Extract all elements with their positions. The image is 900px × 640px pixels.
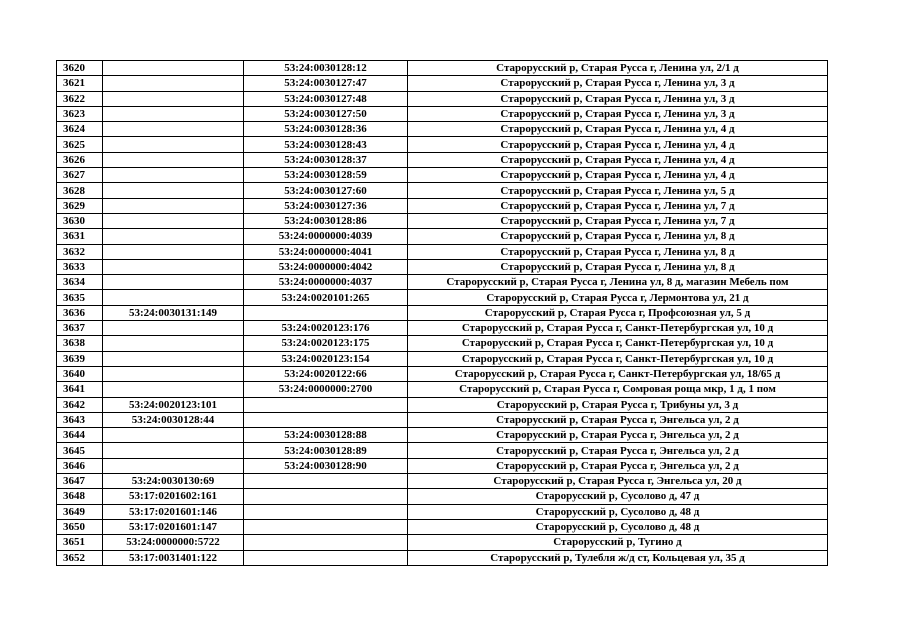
table-row [57,76,828,91]
table-row [57,198,828,213]
cadastral-number-cell-a [103,244,244,259]
cadastral-number-cell-b: 53:24:0000000:4041 [244,244,408,259]
cadastral-number-cell-a [103,290,244,305]
cadastral-number-cell-b: 53:24:0000000:4042 [244,259,408,274]
cadastral-number-cell-a [103,382,244,397]
cadastral-number-cell-b: 53:24:0020101:265 [244,290,408,305]
cadastral-number-cell-a [103,351,244,366]
cadastral-number-cell-a: 53:24:0030130:69 [103,474,244,489]
cadastral-number-cell-a: 53:17:0031401:122 [103,550,244,565]
address-cell: Старорусский р, Старая Русса г, Ленина ул, 7 д [408,213,828,228]
cadastral-number-cell-a [103,259,244,274]
address-cell: Старорусский р, Тугино д [408,535,828,550]
row-number-cell: 3631 [57,229,103,244]
table-row [57,336,828,351]
table-row [57,183,828,198]
table-row [57,428,828,443]
row-number-cell: 3638 [57,336,103,351]
address-cell: Старорусский р, Старая Русса г, Профсоюзная ул, 5 д [408,305,828,320]
row-number-cell: 3627 [57,168,103,183]
address-cell: Старорусский р, Сусолово д, 48 д [408,519,828,534]
address-cell: Старорусский р, Старая Русса г, Энгельса ул, 2 д [408,428,828,443]
cadastral-number-cell-b: 53:24:0030128:86 [244,213,408,228]
row-number-cell: 3647 [57,474,103,489]
address-cell: Старорусский р, Старая Русса г, Энгельса ул, 2 д [408,443,828,458]
table-row [57,122,828,137]
cadastral-number-cell-a [103,443,244,458]
address-cell: Старорусский р, Старая Русса г, Ленина ул, 7 д [408,198,828,213]
address-cell: Старорусский р, Старая Русса г, Ленина ул, 5 д [408,183,828,198]
table-row [57,397,828,412]
table-row [57,290,828,305]
table-row [57,412,828,427]
address-cell: Старорусский р, Старая Русса г, Санкт-Петербургская ул, 18/65 д [408,366,828,381]
cadastral-number-cell-a: 53:17:0201602:161 [103,489,244,504]
cadastral-number-cell-b [244,504,408,519]
row-number-cell: 3635 [57,290,103,305]
address-cell: Старорусский р, Сусолово д, 47 д [408,489,828,504]
row-number-cell: 3644 [57,428,103,443]
row-number-cell: 3630 [57,213,103,228]
cadastral-number-cell-a [103,76,244,91]
table-row [57,244,828,259]
table-row [57,305,828,320]
cadastral-number-cell-b: 53:24:0000000:4039 [244,229,408,244]
cadastral-number-cell-a [103,229,244,244]
table-row [57,152,828,167]
table-row [57,168,828,183]
table-row [57,504,828,519]
table-row [57,366,828,381]
address-cell: Старорусский р, Сусолово д, 48 д [408,504,828,519]
address-cell: Старорусский р, Старая Русса г, Сомровая роща мкр, 1 д, 1 пом [408,382,828,397]
cadastral-number-cell-b: 53:24:0030128:90 [244,458,408,473]
cadastral-number-cell-b: 53:24:0030128:89 [244,443,408,458]
row-number-cell: 3649 [57,504,103,519]
address-cell: Старорусский р, Старая Русса г, Энгельса ул, 2 д [408,458,828,473]
cadastral-number-cell-b [244,397,408,412]
cadastral-number-cell-b [244,305,408,320]
address-cell: Старорусский р, Старая Русса г, Ленина ул, 8 д [408,244,828,259]
row-number-cell: 3637 [57,321,103,336]
cadastral-number-cell-a [103,91,244,106]
cadastral-number-cell-a [103,183,244,198]
cadastral-number-cell-b: 53:24:0020123:176 [244,321,408,336]
address-cell: Старорусский р, Старая Русса г, Ленина ул, 3 д [408,91,828,106]
cadastral-number-cell-b: 53:24:0030127:50 [244,106,408,121]
row-number-cell: 3621 [57,76,103,91]
row-number-cell: 3620 [57,61,103,76]
cadastral-number-cell-a [103,458,244,473]
row-number-cell: 3632 [57,244,103,259]
cadastral-number-cell-a [103,61,244,76]
cadastral-number-cell-b: 53:24:0030128:37 [244,152,408,167]
table-row [57,106,828,121]
row-number-cell: 3628 [57,183,103,198]
table-row [57,550,828,565]
row-number-cell: 3626 [57,152,103,167]
cadastral-number-cell-a [103,321,244,336]
table-row [57,489,828,504]
table-row [57,259,828,274]
address-cell: Старорусский р, Старая Русса г, Ленина ул, 4 д [408,137,828,152]
cadastral-number-cell-a: 53:17:0201601:146 [103,504,244,519]
cadastral-number-cell-b: 53:24:0030127:47 [244,76,408,91]
cadastral-number-cell-b: 53:24:0020122:66 [244,366,408,381]
cadastral-number-cell-a: 53:17:0201601:147 [103,519,244,534]
cadastral-number-cell-b: 53:24:0030128:36 [244,122,408,137]
table-row [57,61,828,76]
address-cell: Старорусский р, Старая Русса г, Санкт-Петербургская ул, 10 д [408,321,828,336]
cadastral-number-cell-b [244,550,408,565]
address-cell: Старорусский р, Старая Русса г, Ленина ул, 8 д, магазин Мебель пом [408,275,828,290]
cadastral-number-cell-a: 53:24:0000000:5722 [103,535,244,550]
address-cell: Старорусский р, Старая Русса г, Ленина ул, 2/1 д [408,61,828,76]
cadastral-number-cell-b [244,535,408,550]
row-number-cell: 3641 [57,382,103,397]
row-number-cell: 3634 [57,275,103,290]
cadastral-number-cell-b [244,489,408,504]
row-number-cell: 3624 [57,122,103,137]
row-number-cell: 3623 [57,106,103,121]
address-cell: Старорусский р, Старая Русса г, Ленина ул, 3 д [408,106,828,121]
cadastral-number-cell-a [103,428,244,443]
cadastral-number-cell-b: 53:24:0000000:4037 [244,275,408,290]
cadastral-number-cell-b [244,412,408,427]
table-row [57,321,828,336]
address-cell: Старорусский р, Старая Русса г, Лермонтова ул, 21 д [408,290,828,305]
registry-table [56,60,828,566]
row-number-cell: 3645 [57,443,103,458]
row-number-cell: 3648 [57,489,103,504]
cadastral-number-cell-b: 53:24:0020123:154 [244,351,408,366]
table-row [57,275,828,290]
address-cell: Старорусский р, Старая Русса г, Ленина ул, 4 д [408,152,828,167]
address-cell: Старорусский р, Старая Русса г, Ленина ул, 3 д [408,76,828,91]
row-number-cell: 3636 [57,305,103,320]
cadastral-number-cell-b: 53:24:0030127:48 [244,91,408,106]
row-number-cell: 3646 [57,458,103,473]
address-cell: Старорусский р, Старая Русса г, Энгельса ул, 20 д [408,474,828,489]
row-number-cell: 3639 [57,351,103,366]
cadastral-number-cell-b [244,519,408,534]
cadastral-number-cell-a [103,168,244,183]
row-number-cell: 3622 [57,91,103,106]
table-row [57,351,828,366]
address-cell: Старорусский р, Старая Русса г, Санкт-Петербургская ул, 10 д [408,351,828,366]
table-row [57,91,828,106]
registry-table-body [57,61,828,566]
cadastral-number-cell-a: 53:24:0030131:149 [103,305,244,320]
cadastral-number-cell-b: 53:24:0030128:12 [244,61,408,76]
cadastral-number-cell-a [103,122,244,137]
table-row [57,443,828,458]
cadastral-number-cell-a [103,198,244,213]
row-number-cell: 3642 [57,397,103,412]
cadastral-number-cell-b: 53:24:0030127:36 [244,198,408,213]
cadastral-number-cell-a: 53:24:0030128:44 [103,412,244,427]
address-cell: Старорусский р, Старая Русса г, Ленина ул, 8 д [408,259,828,274]
row-number-cell: 3625 [57,137,103,152]
table-row [57,458,828,473]
cadastral-number-cell-b: 53:24:0030128:59 [244,168,408,183]
table-row [57,137,828,152]
cadastral-number-cell-b: 53:24:0000000:2700 [244,382,408,397]
row-number-cell: 3629 [57,198,103,213]
cadastral-number-cell-a [103,137,244,152]
cadastral-number-cell-b: 53:24:0030127:60 [244,183,408,198]
address-cell: Старорусский р, Старая Русса г, Санкт-Петербургская ул, 10 д [408,336,828,351]
row-number-cell: 3651 [57,535,103,550]
table-row [57,535,828,550]
cadastral-number-cell-a [103,366,244,381]
address-cell: Старорусский р, Тулебля ж/д ст, Кольцевая ул, 35 д [408,550,828,565]
row-number-cell: 3640 [57,366,103,381]
table-row [57,519,828,534]
address-cell: Старорусский р, Старая Русса г, Ленина ул, 4 д [408,168,828,183]
row-number-cell: 3633 [57,259,103,274]
address-cell: Старорусский р, Старая Русса г, Энгельса ул, 2 д [408,412,828,427]
cadastral-number-cell-b: 53:24:0030128:88 [244,428,408,443]
table-row [57,229,828,244]
cadastral-number-cell-a [103,336,244,351]
cadastral-number-cell-a [103,152,244,167]
table-row [57,382,828,397]
row-number-cell: 3652 [57,550,103,565]
address-cell: Старорусский р, Старая Русса г, Трибуны ул, 3 д [408,397,828,412]
cadastral-number-cell-b: 53:24:0020123:175 [244,336,408,351]
row-number-cell: 3643 [57,412,103,427]
table-row [57,213,828,228]
cadastral-number-cell-a [103,275,244,290]
address-cell: Старорусский р, Старая Русса г, Ленина ул, 4 д [408,122,828,137]
address-cell: Старорусский р, Старая Русса г, Ленина ул, 8 д [408,229,828,244]
cadastral-number-cell-b [244,474,408,489]
cadastral-number-cell-a [103,106,244,121]
cadastral-number-cell-a: 53:24:0020123:101 [103,397,244,412]
row-number-cell: 3650 [57,519,103,534]
cadastral-number-cell-b: 53:24:0030128:43 [244,137,408,152]
table-row [57,474,828,489]
cadastral-number-cell-a [103,213,244,228]
